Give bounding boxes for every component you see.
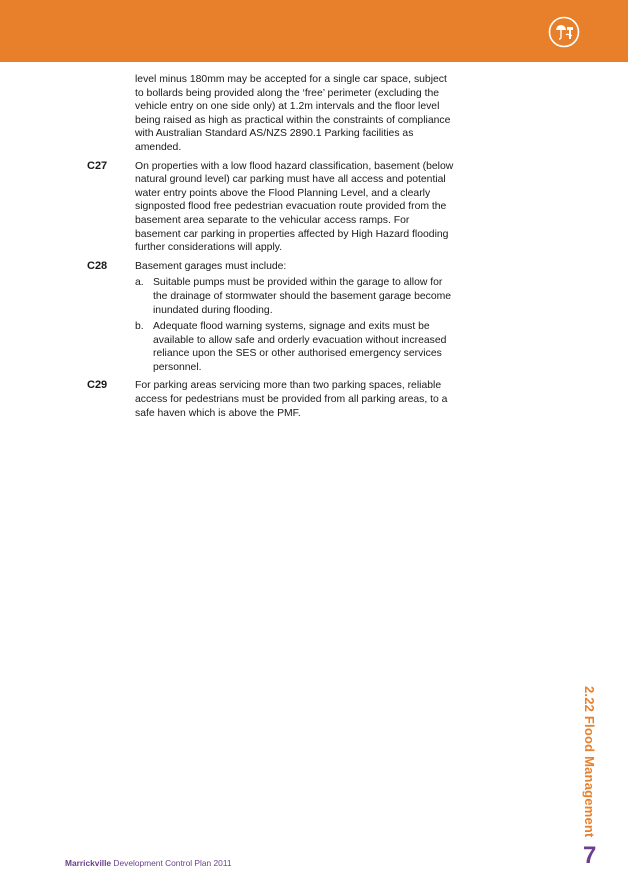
footer (65, 858, 232, 868)
clause-text: For parking areas servicing more than two parking spaces, reliable access for pedestrians must be provided from all parking areas, to a safe haven which is above the PMF. (135, 380, 448, 419)
clause-id: C28 (87, 259, 108, 272)
clause-text: Basement garages must include: (135, 260, 287, 272)
continuation-paragraph: level minus 180mm may be accepted for a single car space, subject to bollards being provided along the ‘free’ perimeter (excluding the vehicle entry on one side only) at 1.2m intervals and the floor level being raised as high as practical within the constraints of compliance with Australian Standard AS/NZS 2890.1 Parking facilities as amended. (135, 74, 451, 153)
list-item-letter: a. (135, 277, 144, 289)
header-band (0, 0, 628, 62)
list-item-b (135, 320, 457, 374)
clause-id: C29 (87, 379, 108, 392)
page-number: 7 (583, 842, 597, 869)
footer-brand: Marrickville (65, 858, 112, 868)
clause-id: C27 (87, 159, 108, 172)
list-item-text: Suitable pumps must be provided within the garage to allow for the drainage of stormwater should the basement garage become inundated during flooding. (153, 277, 452, 316)
flood-management-icon (548, 16, 580, 48)
list-item-a (135, 276, 457, 317)
list-item-letter: b. (135, 321, 144, 333)
clause-c29 (87, 379, 457, 420)
list-item-text: Adequate flood warning systems, signage and exits must be available to allow safe and orderly evacuation without increased reliance upon the SES or other authorised emergency services personnel. (153, 321, 447, 373)
clause-c27 (87, 160, 457, 255)
clause-text: On properties with a low flood hazard classification, basement (below natural ground level) car parking must have all access and potential water entry points above the Flood Planning Level, and a clearly signposted flood free pedestrian evacuation route provided from the basement area separate to the vehicular access ramps. For basement car parking in properties affected by High Hazard flooding further considerations will apply. (135, 160, 454, 254)
footer-text: Development Control Plan 2011 (111, 858, 232, 868)
main-content (87, 73, 457, 420)
clause-c28 (87, 260, 457, 274)
section-side-title: 2.22 Flood Management (582, 686, 597, 838)
